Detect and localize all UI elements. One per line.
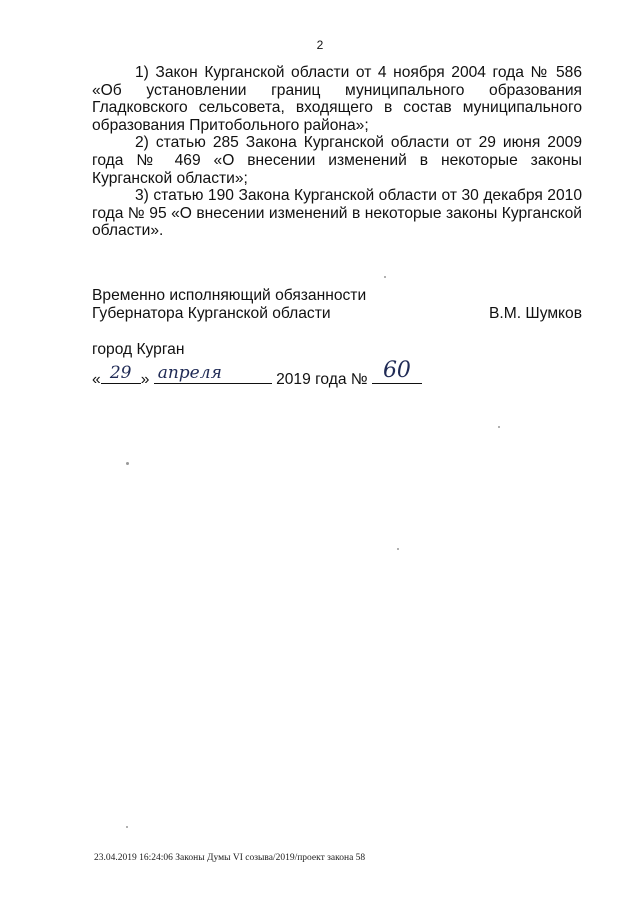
scan-speck bbox=[384, 276, 386, 278]
date-line bbox=[92, 358, 422, 391]
law-list bbox=[92, 64, 582, 240]
handwritten-day: 29 bbox=[109, 363, 132, 383]
handwritten-number: 60 bbox=[382, 358, 411, 383]
day-blank bbox=[101, 363, 141, 384]
signature-block bbox=[92, 287, 582, 322]
scan-speck bbox=[126, 826, 128, 828]
month-blank bbox=[154, 363, 272, 384]
scan-speck bbox=[397, 548, 399, 550]
date-year-text: 2019 года № bbox=[276, 371, 368, 388]
law-item-1: 1) Закон Курганской области от 4 ноября 2004 года № 586 «Об установлении границ муниципального образования Гладковского сельсовета, входящего в состав муниципального образования Притобольного района»; bbox=[92, 64, 582, 134]
scan-speck bbox=[126, 462, 129, 465]
scan-speck bbox=[498, 426, 500, 428]
footer-file-stamp: 23.04.2019 16:24:06 Законы Думы VI созыва/2019/проект закона 58 bbox=[94, 853, 366, 863]
date-close-quote: » bbox=[140, 371, 150, 388]
page-number: 2 bbox=[316, 38, 324, 52]
signatory-name: В.М. Шумков bbox=[489, 304, 582, 322]
signatory-position-line2: Губернатора Курганской области bbox=[92, 304, 331, 322]
city-name: город Курган bbox=[92, 341, 185, 358]
law-item-2: 2) статью 285 Закона Курганской области от 29 июня 2009 года № 469 «О внесении изменений в некоторые законы Курганской области»; bbox=[92, 134, 582, 187]
date-open-quote: « bbox=[92, 371, 101, 388]
handwritten-month: апреля bbox=[157, 363, 222, 383]
law-item-3: 3) статью 190 Закона Курганской области от 30 декабря 2010 года № 95 «О внесении изменений в некоторые законы Курганской области». bbox=[92, 187, 582, 240]
number-blank bbox=[372, 358, 422, 384]
signatory-position-line1: Временно исполняющий обязанности bbox=[92, 287, 367, 304]
